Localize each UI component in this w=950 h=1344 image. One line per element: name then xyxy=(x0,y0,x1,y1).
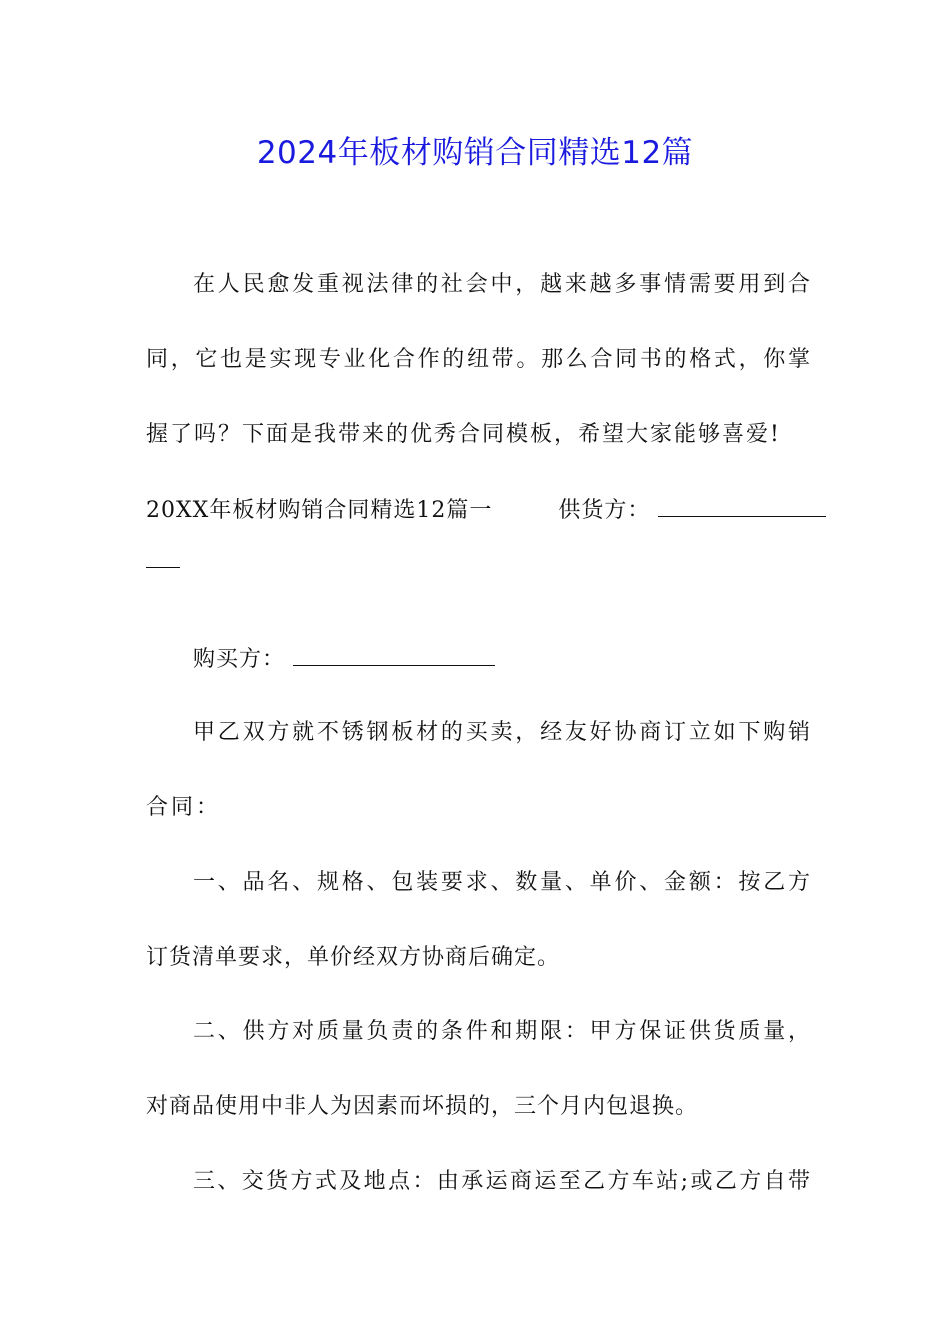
item3-line-1: 三、交货方式及地点：由承运商运至乙方车站;或乙方自带 xyxy=(193,1169,810,1194)
item1-line-1: 一、品名、规格、包装要求、数量、单价、金额：按乙方 xyxy=(193,870,810,895)
section-heading-row xyxy=(146,491,810,531)
item2-line-2: 对商品使用中非人为因素而坏损的，三个月内包退换。 xyxy=(146,1094,699,1119)
supplier-blank-continued xyxy=(146,567,180,568)
para1-line-1: 甲乙双方就不锈钢板材的买卖，经友好协商订立如下购销 xyxy=(193,720,810,745)
supplier-blank xyxy=(658,492,826,517)
buyer-blank xyxy=(293,641,495,666)
intro-line-2: 同，它也是实现专业化合作的纽带。那么合同书的格式，你掌 xyxy=(146,347,810,372)
intro-line-3: 握了吗？下面是我带来的优秀合同模板，希望大家能够喜爱! xyxy=(146,422,781,447)
section-heading: 20XX年板材购销合同精选12篇一 xyxy=(146,498,493,523)
buyer-row xyxy=(193,640,810,680)
item1-line-2: 订货清单要求，单价经双方协商后确定。 xyxy=(146,945,561,970)
item2-line-1: 二、供方对质量负责的条件和期限：甲方保证供货质量， xyxy=(193,1019,810,1044)
supplier-label: 供货方： xyxy=(558,498,651,523)
buyer-label: 购买方： xyxy=(193,647,286,672)
document-title: 2024年板材购销合同精选12篇 xyxy=(256,135,694,171)
para1-line-2: 合同： xyxy=(146,795,222,820)
intro-line-1: 在人民愈发重视法律的社会中，越来越多事情需要用到合 xyxy=(193,272,810,297)
